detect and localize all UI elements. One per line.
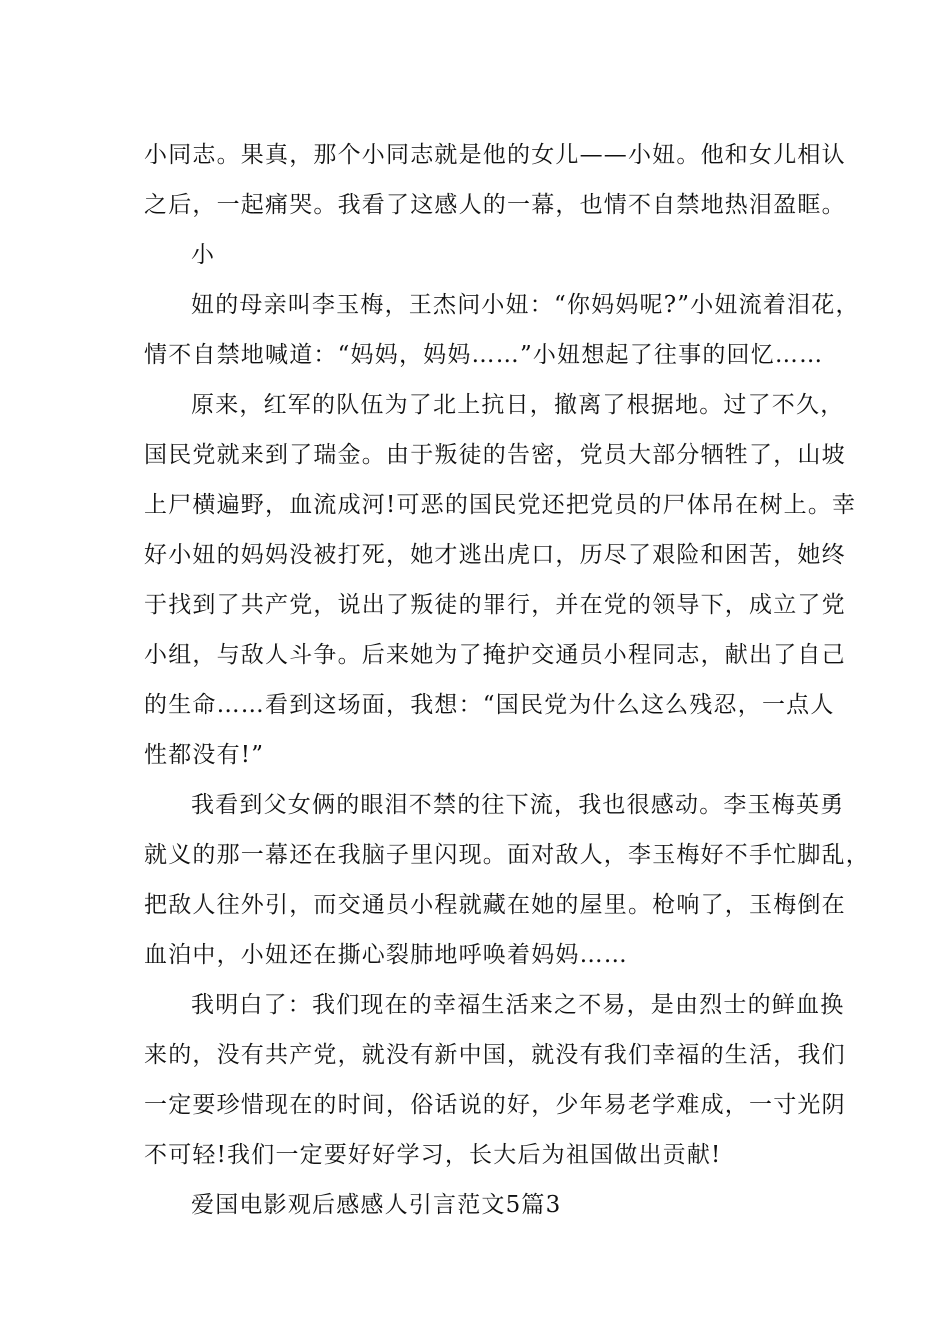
text-line-21: 不可轻!我们一定要好好学习，长大后为祖国做出贡献! xyxy=(144,1142,722,1168)
text-line-19: 来的，没有共产党，就没有新中国，就没有我们幸福的生活，我们 xyxy=(144,1042,846,1068)
text-line-3: 小 xyxy=(191,242,216,268)
text-line-18: 我明白了：我们现在的幸福生活来之不易，是由烈士的鲜血换 xyxy=(191,992,845,1018)
text-line-5: 情不自禁地喊道：“妈妈，妈妈……”小妞想起了往事的回忆…… xyxy=(144,342,824,368)
text-line-10: 于找到了共产党，说出了叛徒的罪行，并在党的领导下，成立了党 xyxy=(144,592,846,618)
text-line-2: 之后，一起痛哭。我看了这感人的一幕，也情不自禁地热泪盈眶。 xyxy=(144,192,846,218)
text-line-14: 我看到父女俩的眼泪不禁的往下流，我也很感动。李玉梅英勇 xyxy=(191,792,845,818)
text-line-15: 就义的那一幕还在我脑子里闪现。面对敌人，李玉梅好不手忙脚乱， xyxy=(144,842,870,868)
text-line-12: 的生命……看到这场面，我想：“国民党为什么这么残忍，一点人 xyxy=(144,692,835,718)
document-body xyxy=(144,130,870,1230)
text-line-20: 一定要珍惜现在的时间，俗话说的好，少年易老学难成，一寸光阴 xyxy=(144,1092,846,1118)
text-line-6: 原来，红军的队伍为了北上抗日，撤离了根据地。过了不久， xyxy=(191,392,845,418)
text-line-7: 国民党就来到了瑞金。由于叛徒的告密，党员大部分牺牲了，山坡 xyxy=(144,442,846,468)
text-line-9: 好小妞的妈妈没被打死，她才逃出虎口，历尽了艰险和困苦，她终 xyxy=(144,542,846,568)
text-line-16: 把敌人往外引，而交通员小程就藏在她的屋里。枪响了，玉梅倒在 xyxy=(144,892,846,918)
text-line-11: 小组，与敌人斗争。后来她为了掩护交通员小程同志，献出了自己 xyxy=(144,642,846,668)
text-line-8: 上尸横遍野，血流成河!可恶的国民党还把党员的尸体吊在树上。幸 xyxy=(144,492,857,518)
text-line-13: 性都没有!” xyxy=(144,742,265,768)
text-line-17: 血泊中，小妞还在撕心裂肺地呼唤着妈妈…… xyxy=(144,942,628,968)
text-line-4: 妞的母亲叫李玉梅，王杰问小妞：“你妈妈呢?”小妞流着泪花， xyxy=(191,292,860,318)
section-heading: 爱国电影观后感感人引言范文5篇3 xyxy=(191,1192,562,1218)
text-line-1: 小同志。果真，那个小同志就是他的女儿——小妞。他和女儿相认 xyxy=(144,142,846,168)
